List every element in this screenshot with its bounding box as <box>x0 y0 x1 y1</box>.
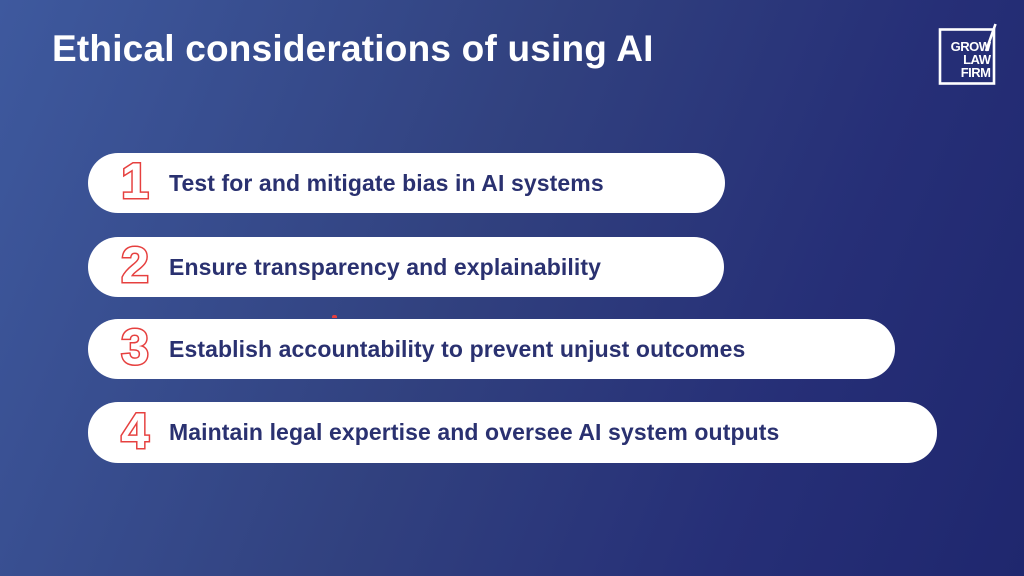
list-item-4 <box>88 402 937 463</box>
item-number-1: 1 <box>121 153 149 209</box>
item-number-4: 4 <box>121 402 149 459</box>
list-item-3 <box>88 319 895 379</box>
item-text-4: Maintain legal expertise and oversee AI system outputs <box>169 419 780 445</box>
item-text-1: Test for and mitigate bias in AI systems <box>169 169 604 196</box>
item-text-3: Establish accountability to prevent unjust outcomes <box>169 335 746 362</box>
page-title: Ethical considerations of using AI <box>52 28 654 69</box>
item-number-3: 3 <box>121 319 149 375</box>
logo-line-grow: GROW <box>950 39 991 54</box>
stray-red-mark <box>332 315 337 318</box>
logo-line-firm: FIRM <box>960 65 991 80</box>
list-item-1 <box>88 153 725 213</box>
item-number-2: 2 <box>121 237 149 293</box>
list-item-2 <box>88 237 724 297</box>
item-text-2: Ensure transparency and explainability <box>169 253 602 280</box>
grow-law-firm-logo <box>937 20 999 88</box>
logo-line-law: LAW <box>963 52 991 67</box>
